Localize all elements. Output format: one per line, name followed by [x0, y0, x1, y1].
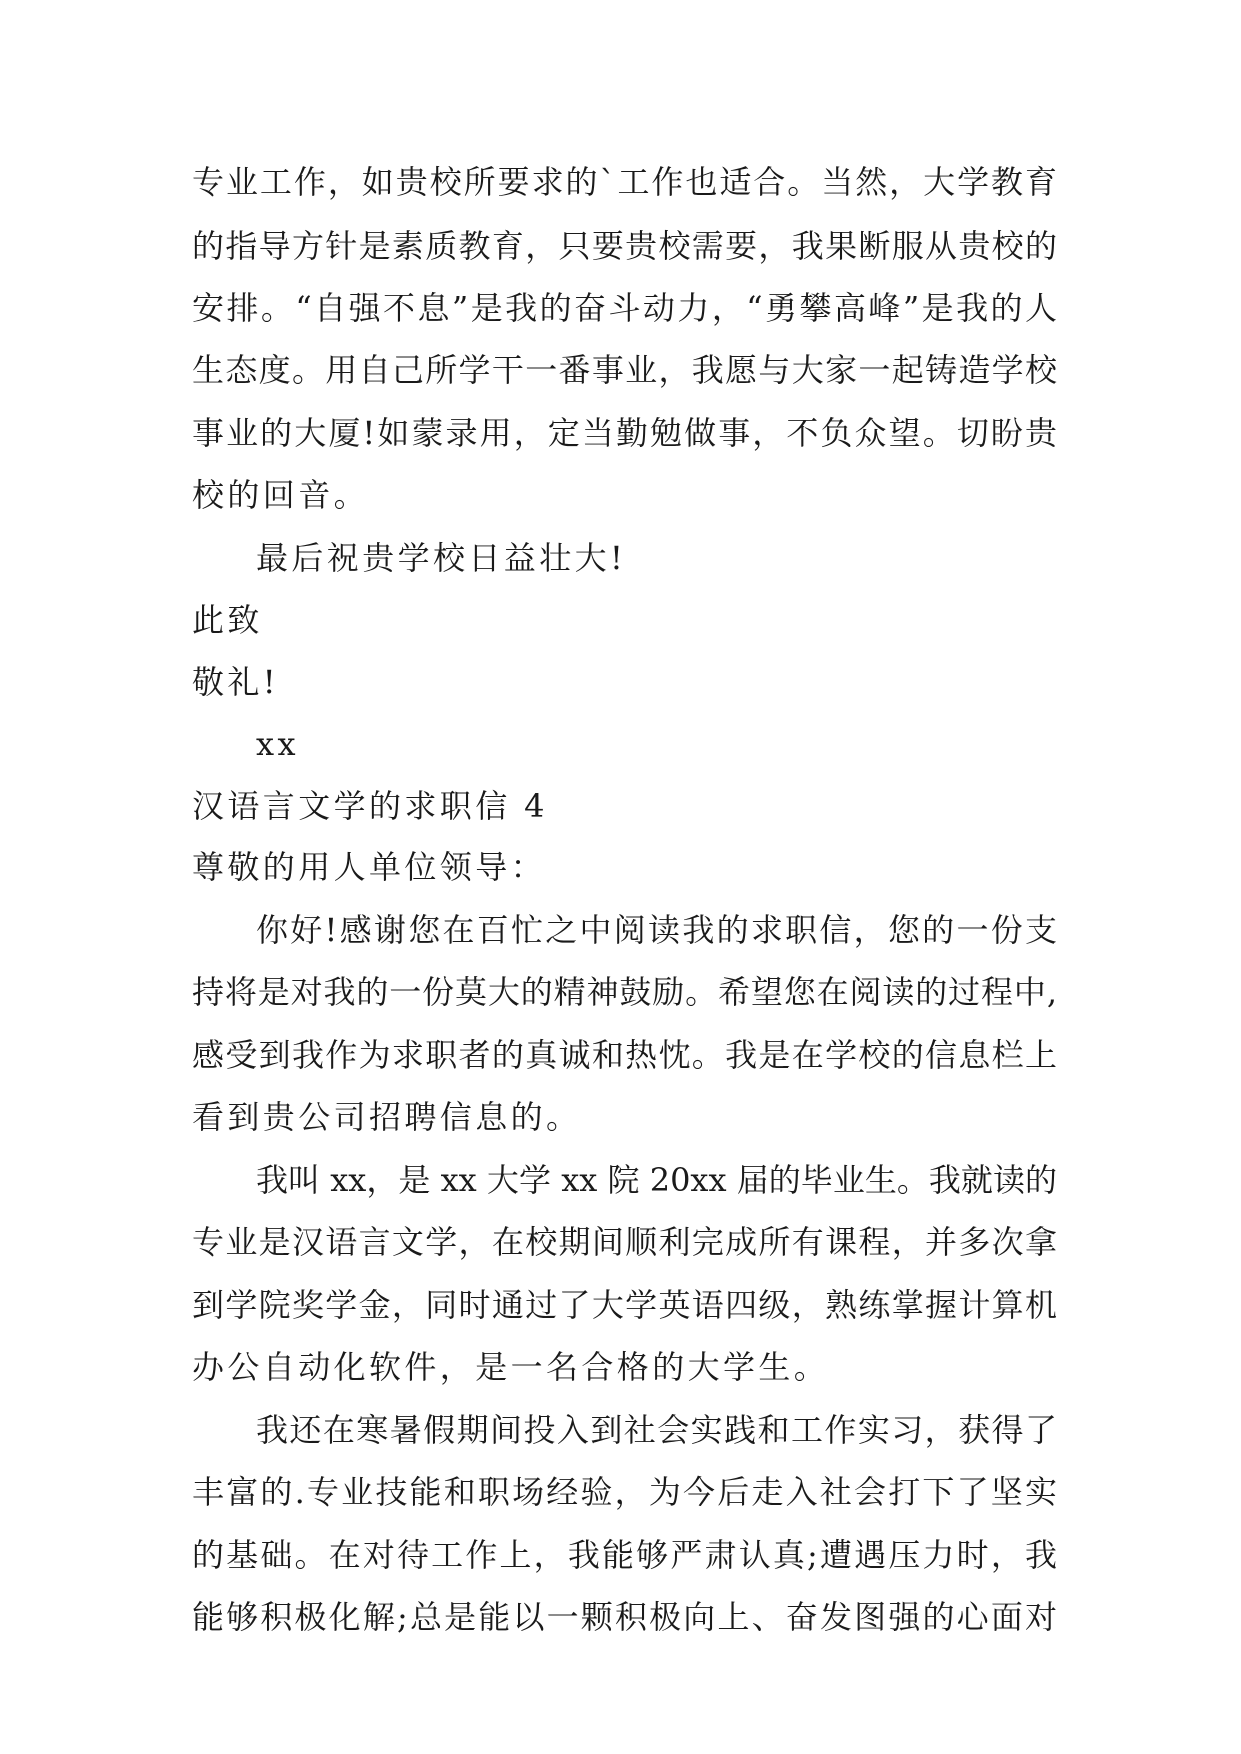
- paragraph-line: 持将是对我的一份莫大的精神鼓励。希望您在阅读的过程中,: [192, 973, 1057, 1011]
- paragraph-line: 你好!感谢您在百忙之中阅读我的求职信，您的一份支: [256, 911, 1057, 949]
- paragraph-line: 安排。“自强不息”是我的奋斗动力，“勇攀高峰”是我的人: [192, 289, 1057, 327]
- paragraph-line: 丰富的.专业技能和职场经验，为今后走入社会打下了坚实: [192, 1473, 1057, 1511]
- paragraph-line: 事业的大厦!如蒙录用，定当勤勉做事，不负众望。切盼贵: [192, 414, 1057, 452]
- paragraph-line: 办公自动化软件，是一名合格的大学生。: [192, 1348, 830, 1386]
- paragraph-line: 专业是汉语言文学，在校期间顺利完成所有课程，并多次拿: [192, 1223, 1057, 1261]
- signature: xx: [256, 725, 299, 763]
- paragraph-line: 的指导方针是素质教育，只要贵校需要，我果断服从贵校的: [192, 227, 1057, 265]
- salutation: 尊敬的用人单位领导：: [192, 848, 547, 886]
- paragraph-line: 到学院奖学金，同时通过了大学英语四级，熟练掌握计算机: [192, 1286, 1057, 1324]
- paragraph-line: 生态度。用自己所学干一番事业，我愿与大家一起铸造学校: [192, 351, 1057, 389]
- paragraph-line: 感受到我作为求职者的真诚和热忱。我是在学校的信息栏上: [192, 1036, 1057, 1074]
- paragraph-line: 能够积极化解;总是能以一颗积极向上、奋发图强的心面对: [192, 1598, 1057, 1636]
- paragraph-line: 我叫 xx，是 xx 大学 xx 院 20xx 届的毕业生。我就读的: [256, 1161, 1057, 1199]
- closing-salute: 敬礼!: [192, 663, 280, 701]
- paragraph-line: 看到贵公司招聘信息的。: [192, 1098, 582, 1136]
- paragraph-line: 的基础。在对待工作上，我能够严肃认真;遭遇压力时，我: [192, 1536, 1057, 1574]
- closing-greeting: 此致: [192, 601, 263, 639]
- paragraph-line: 校的回音。: [192, 476, 370, 514]
- paragraph-line: 专业工作，如贵校所要求的`工作也适合。当然，大学教育: [192, 163, 1057, 201]
- closing-wish: 最后祝贵学校日益壮大!: [256, 539, 627, 577]
- section-title: 汉语言文学的求职信 4: [192, 787, 548, 825]
- paragraph-line: 我还在寒暑假期间投入到社会实践和工作实习，获得了: [256, 1411, 1057, 1449]
